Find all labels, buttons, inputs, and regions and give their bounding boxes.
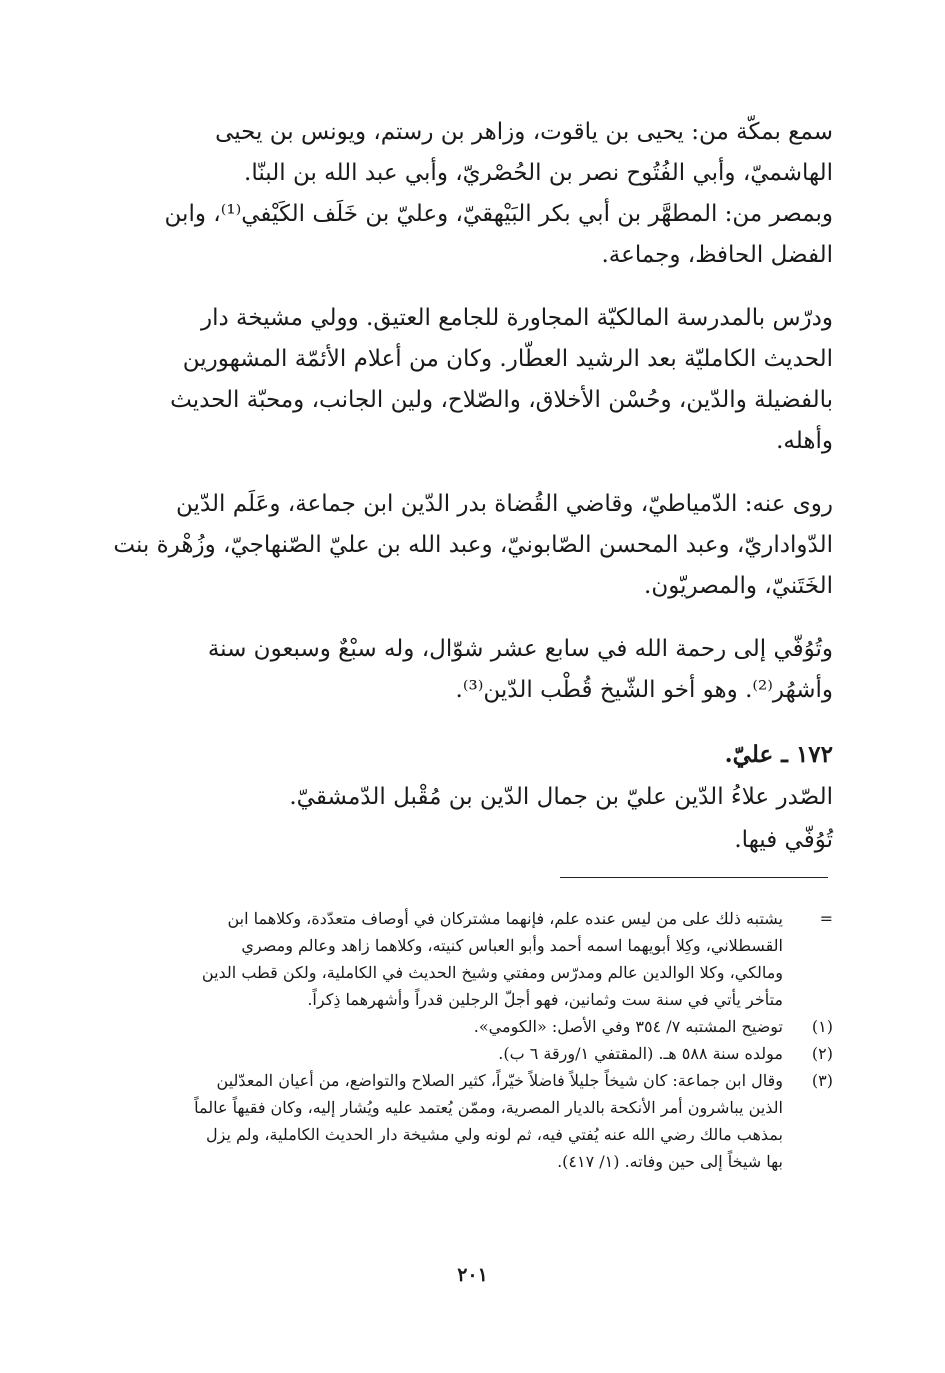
text-line: الحديث الكامليّة بعد الرشيد العطّار. وكان من أعلام الأئمّة المشهورين	[182, 346, 833, 372]
footnote-body	[108, 1040, 783, 1067]
footnote-2	[108, 1040, 833, 1067]
text-line: الدّواداريّ، وعبد المحسن الصّابونيّ، وعبد الله بن عليّ الصّنهاجيّ، وزُهْرة بنت	[113, 532, 833, 558]
text-line: تُوُفّي فيها.	[734, 827, 833, 853]
page-number: ٢٠١	[457, 1264, 488, 1286]
footnote-line: يشتبه ذلك على من ليس عنده علم، فإنهما مشتركان في أوصاف متعدّدة، وكلاهما ابن	[227, 909, 783, 928]
footnote-continued	[108, 905, 833, 1013]
text-line: الفضل الحافظ، وجماعة.	[601, 242, 833, 268]
footnote-line: بها شيخاً إلى حين وفاته. (١/ ٤١٧).	[557, 1152, 783, 1171]
footnote-mark: (٢)	[811, 1044, 833, 1063]
footnote-line: توضيح المشتبه ٧/ ٣٥٤ وفي الأصل: «الكومي».	[473, 1017, 783, 1036]
text-line: ودرّس بالمدرسة المالكيّة المجاورة للجامع العتيق. وولي مشيخة دار	[200, 305, 833, 331]
paragraph-death	[108, 629, 833, 711]
text-line: بالفضيلة والدّين، وحُسْن الأخلاق، والصّلاح، ولين الجانب، ومحبّة الحديث	[170, 387, 833, 413]
footnote-3	[108, 1067, 833, 1175]
footnote-line: الذين يباشرون أمر الأنكحة بالديار المصرية، وممّن يُعتمد عليه ويُشار إليه، وكان فقيهاً عالماً	[194, 1098, 783, 1117]
paragraph-teaching	[108, 298, 833, 462]
footnote-mark: (١)	[811, 1017, 833, 1036]
text-line: وبمصر من: المطهَّر بن أبي بكر البَيْهقيّ، وعليّ بن خَلَف الكَيْفي⁽¹⁾، وابن	[164, 201, 833, 227]
footnote-body	[108, 1067, 783, 1175]
text-line: الهاشميّ، وأبي الفُتُوح نصر بن الحُصْريّ، وأبي عبد الله بن البنّا.	[244, 160, 833, 186]
footnote-line: مولده سنة ٥٨٨ هـ. (المقتفي ١/ورقة ٦ ب).	[498, 1044, 783, 1063]
text-line: روى عنه: الدّمياطيّ، وقاضي القُضاة بدر الدّين ابن جماعة، وعَلَم الدّين	[176, 491, 833, 517]
biography-entry	[108, 733, 833, 862]
main-text	[108, 112, 833, 862]
footnote-mark: (٣)	[811, 1071, 833, 1090]
text-line: سمع بمكّة من: يحيى بن ياقوت، وزاهر بن رستم، ويونس بن يحيى	[215, 119, 833, 145]
paragraph-students	[108, 484, 833, 607]
text-line: وأهله.	[776, 428, 833, 454]
text-line: الخَتَنيّ، والمصريّون.	[644, 573, 833, 599]
entry-heading: ١٧٢ ـ عليّ.	[724, 741, 833, 768]
footnote-mark: =	[819, 909, 833, 928]
footnote-body	[108, 905, 783, 1013]
footnote-line: القسطلاني، وكِلا أبويهما اسمه أحمد وأبو العباس كنيته، وكلاهما زاهد وعالم ومصري	[241, 936, 783, 955]
footnote-line: وقال ابن جماعة: كان شيخاً جليلاً فاضلاً خيّراً، كثير الصلاح والتواضع، من أعيان المعدّلين	[216, 1071, 783, 1090]
paragraph-teachers	[108, 112, 833, 276]
footnote-body	[108, 1013, 783, 1040]
footnote-line: متأخر يأتي في سنة ست وثمانين، فهو أجلّ الرجلين قدراً وأشهرهما ذِكراً.	[307, 990, 783, 1009]
footnote-divider	[560, 877, 828, 878]
footnote-1	[108, 1013, 833, 1040]
footnotes	[108, 905, 833, 1175]
text-line: الصّدر علاءُ الدّين عليّ بن جمال الدّين بن مُقْبل الدّمشقيّ.	[289, 784, 833, 810]
footnote-line: بمذهب مالك رضي الله عنه يُفتي فيه، ثم لونه ولي مشيخة دار الحديث الكاملية، ولم يزل	[206, 1125, 783, 1144]
text-line: وتُوُفّي إلى رحمة الله في سابع عشر شوّال، وله سبْعٌ وسبعون سنة	[207, 636, 833, 662]
footnote-line: ومالكي، وكلا الوالدين عالم ومدرّس ومفتي وشيخ الحديث في الكاملية، ولكن قطب الدين	[201, 963, 783, 982]
text-line: وأشهُر⁽²⁾. وهو أخو الشّيخ قُطْب الدّين⁽³⁾.	[455, 677, 833, 703]
